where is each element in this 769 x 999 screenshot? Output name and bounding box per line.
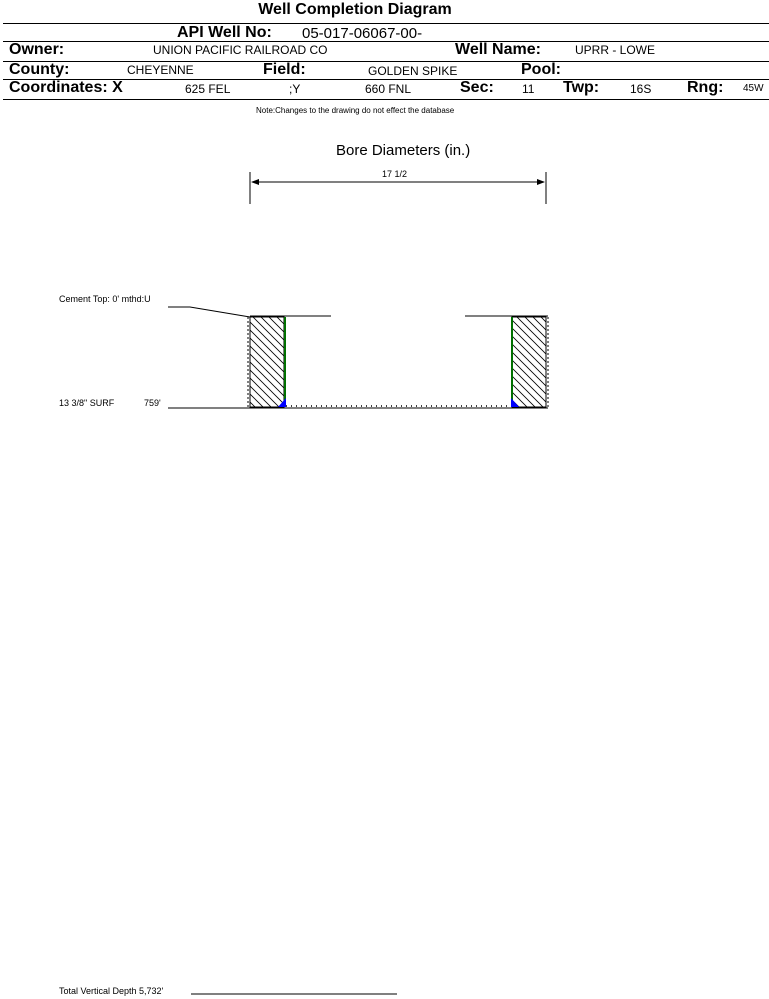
township-label: Twp: bbox=[563, 79, 600, 96]
page-title: Well Completion Diagram bbox=[258, 1, 452, 18]
bore-diameter-label: 17 1/2 bbox=[382, 169, 408, 179]
owner-value: UNION PACIFIC RAILROAD CO bbox=[153, 43, 328, 57]
owner-label: Owner: bbox=[9, 41, 65, 58]
section-value: 11 bbox=[522, 82, 535, 96]
api-well-value: 05-017-06067-00- bbox=[302, 25, 423, 42]
database-note: Note:Changes to the drawing do not effect the database bbox=[256, 106, 455, 115]
casing-depth-label: 759' bbox=[144, 398, 161, 408]
township-value: 16S bbox=[630, 82, 652, 96]
y-coordinate-value: 660 FNL bbox=[365, 82, 412, 96]
well-name-label: Well Name: bbox=[455, 41, 541, 58]
casing-label: 13 3/8" SURF bbox=[59, 398, 115, 408]
range-value: 45W bbox=[743, 83, 764, 94]
coordinates-label: Coordinates: X bbox=[9, 79, 123, 96]
bore-diameters-title: Bore Diameters (in.) bbox=[336, 142, 471, 159]
section-label: Sec: bbox=[460, 79, 494, 96]
right-cement-annulus bbox=[512, 317, 548, 408]
y-coordinate-label: ;Y bbox=[289, 82, 301, 96]
total-depth-label: Total Vertical Depth 5,732' bbox=[59, 986, 164, 996]
bore-bottom bbox=[248, 406, 548, 408]
county-value: CHEYENNE bbox=[127, 63, 194, 77]
cement-top-label: Cement Top: 0' mthd:U bbox=[59, 294, 151, 304]
well-name-value: UPRR - LOWE bbox=[575, 43, 656, 57]
api-well-label: API Well No: bbox=[177, 24, 272, 41]
range-label: Rng: bbox=[687, 79, 724, 96]
dimension-line bbox=[250, 172, 546, 204]
county-label: County: bbox=[9, 61, 70, 78]
x-coordinate-value: 625 FEL bbox=[185, 82, 231, 96]
field-value: GOLDEN SPIKE bbox=[368, 64, 458, 78]
pool-label: Pool: bbox=[521, 61, 561, 78]
cement-top-leader bbox=[168, 307, 250, 317]
left-cement-annulus bbox=[248, 317, 284, 408]
field-label: Field: bbox=[263, 61, 306, 78]
